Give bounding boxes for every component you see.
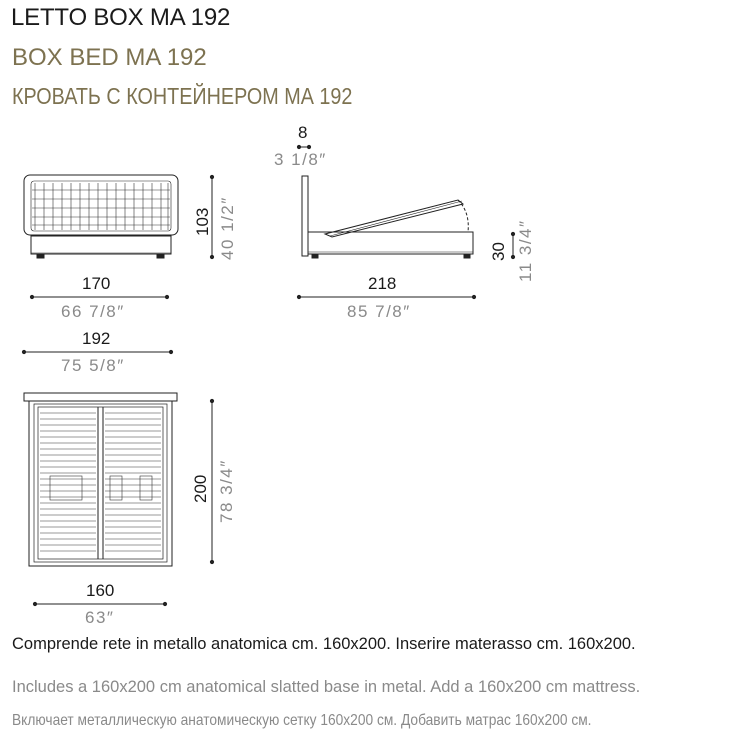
top-inner-width-in: 63″: [85, 608, 115, 627]
front-height-in: 40 1/2″: [218, 196, 237, 260]
note-italian: Comprende rete in metallo anatomica cm. 160x200. Inserire materasso cm. 160x200.: [12, 635, 636, 653]
title-italian: LETTO BOX MA 192: [11, 4, 231, 31]
title-russian: КРОВАТЬ С КОНТЕЙНЕРОМ МА 192: [12, 83, 353, 109]
side-length-in: 85 7/8″: [347, 302, 411, 321]
note-english: Includes a 160x200 cm anatomical slatted base in metal. Add a 160x200 cm mattress.: [12, 678, 641, 696]
side-headboard-in: 3 1/8″: [274, 150, 327, 169]
side-base-height-cm: 30: [489, 242, 508, 261]
front-view-drawing: [24, 175, 178, 258]
top-length-in: 78 3/4″: [217, 459, 236, 523]
top-overall-width-in: 75 5/8″: [61, 356, 125, 375]
title-english: BOX BED MA 192: [12, 44, 207, 71]
top-view-drawing: [24, 393, 177, 566]
top-overall-width-cm: 192: [82, 329, 111, 348]
side-headboard-cm: 8: [298, 123, 308, 142]
note-russian: Включает металлическую анатомическую сетку 160x200 см. Добавить матрас 160x200 см.: [12, 712, 592, 729]
side-view-drawing: [302, 176, 473, 258]
side-length-cm: 218: [368, 274, 397, 293]
side-base-height-in: 11 3/4″: [516, 219, 535, 282]
top-length-cm: 200: [191, 474, 210, 503]
front-height-cm: 103: [193, 207, 212, 236]
top-inner-width-cm: 160: [86, 581, 115, 600]
front-width-in: 66 7/8″: [61, 302, 125, 321]
front-width-cm: 170: [82, 274, 111, 293]
